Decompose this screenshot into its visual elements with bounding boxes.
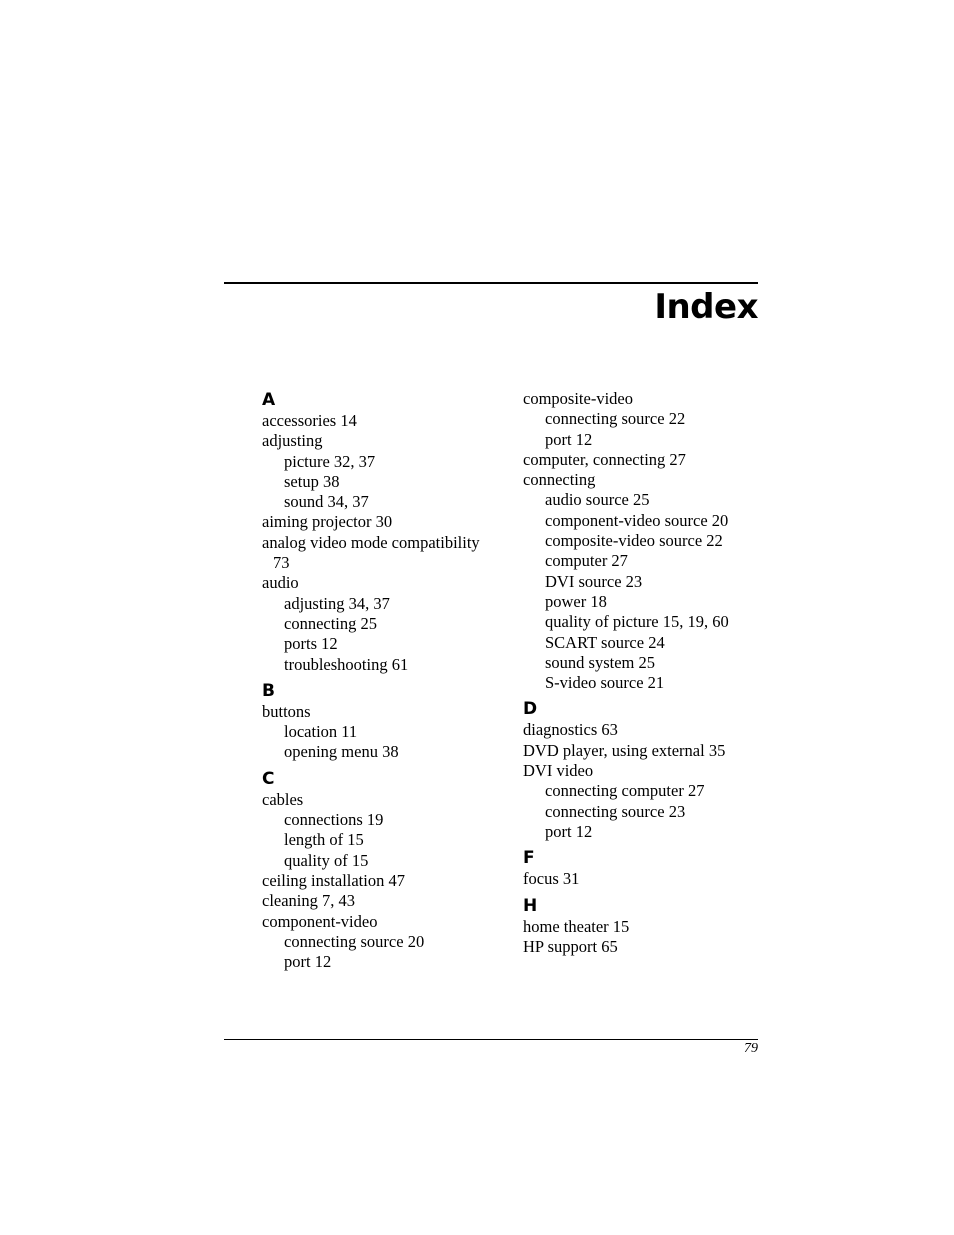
page-title: Index [654, 287, 758, 327]
index-subentry: location 11 [284, 722, 358, 742]
index-entry: DVI video [523, 761, 594, 781]
index-entry: focus 31 [523, 869, 580, 889]
index-entry: buttons [262, 701, 311, 721]
bottom-rule [224, 1039, 758, 1040]
index-column-left [262, 389, 502, 972]
page-number: 79 [744, 1041, 758, 1056]
index-section-letter: F [523, 848, 535, 869]
index-section-letter: C [262, 768, 275, 789]
index-subentry: ports 12 [284, 634, 338, 654]
index-subentry: SCART source 24 [545, 632, 665, 652]
index-subentry: sound system 25 [545, 652, 656, 672]
index-entry: cleaning 7, 43 [262, 891, 356, 911]
index-entry: cables [262, 789, 304, 809]
index-subentry: port 12 [284, 952, 332, 972]
index-subentry: picture 32, 37 [284, 451, 376, 471]
index-entry: 73 [273, 553, 290, 573]
index-entry: composite-video [523, 389, 633, 408]
index-section-letter: B [262, 680, 275, 701]
index-subentry: port 12 [545, 429, 593, 449]
index-section-letter: A [262, 390, 276, 410]
index-entry: DVD player, using external 35 [523, 740, 726, 760]
index-entry: home theater 15 [523, 916, 630, 936]
index-entry: HP support 65 [523, 936, 618, 956]
index-subentry: audio source 25 [545, 490, 650, 510]
index-entry: computer, connecting 27 [523, 449, 686, 469]
index-subentry: opening menu 38 [284, 742, 399, 762]
index-subentry: quality of picture 15, 19, 60 [545, 612, 729, 632]
index-subentry: connecting computer 27 [545, 781, 705, 801]
index-subentry: component-video source 20 [545, 510, 729, 530]
index-subentry: connecting 25 [284, 613, 378, 633]
index-subentry: connecting source 22 [545, 409, 686, 429]
index-subentry: DVI source 23 [545, 571, 643, 591]
index-subentry: sound 34, 37 [284, 492, 369, 512]
index-entry: component-video [262, 911, 378, 931]
index-subentry: setup 38 [284, 471, 340, 491]
index-subentry: troubleshooting 61 [284, 654, 409, 674]
index-subentry: connecting source 23 [545, 801, 686, 821]
index-section-letter: H [523, 895, 538, 916]
index-subentry: computer 27 [545, 551, 628, 571]
index-entry: adjusting [262, 431, 323, 451]
index-subentry: adjusting 34, 37 [284, 593, 390, 613]
index-subentry: connecting source 20 [284, 931, 425, 951]
index-subentry: length of 15 [284, 830, 364, 850]
index-subentry: connections 19 [284, 810, 384, 830]
index-entry: audio [262, 573, 299, 593]
index-subentry: quality of 15 [284, 850, 369, 870]
index-subentry: composite-video source 22 [545, 531, 723, 551]
index-column-right [523, 389, 763, 957]
index-subentry: port 12 [545, 821, 593, 841]
index-entry: accessories 14 [262, 411, 357, 430]
index-entry: analog video mode compatibility [262, 532, 480, 552]
index-entry: connecting [523, 470, 596, 490]
index-section-letter: D [523, 699, 538, 720]
index-subentry: power 18 [545, 591, 607, 611]
index-entry: ceiling installation 47 [262, 870, 405, 890]
index-entry: aiming projector 30 [262, 512, 393, 532]
index-subentry: S-video source 21 [545, 673, 665, 693]
index-entry: diagnostics 63 [523, 720, 618, 740]
